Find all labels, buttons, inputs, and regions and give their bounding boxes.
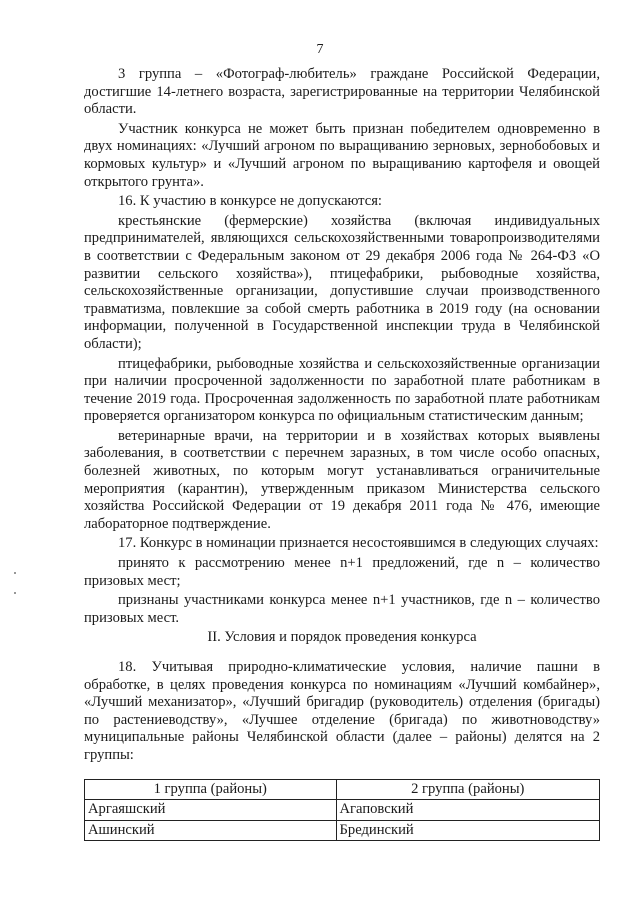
paragraph-16-debt: птицефабрики, рыбоводные хозяйства и сельскохозяйственные организации при наличии просроченной задолженности по заработной плате работникам в течение 2019 года. Просроченная задолженность по заработной плате работникам проверяется организатором конкурса по официальным статистическим данным; — [84, 355, 600, 425]
table-cell: Ашинский — [85, 820, 337, 841]
section-heading: II. Условия и порядок проведения конкурса — [207, 629, 477, 646]
paragraph-17-case-2: признаны участниками конкурса менее n+1 участников, где n – количество призовых мест. — [84, 592, 600, 626]
paragraph-17-title: 17. Конкурс в номинации признается несостоявшимся в следующих случаях: — [118, 535, 599, 552]
table-cell: Брединский — [336, 820, 599, 841]
table-header-group-1: 1 группа (районы) — [85, 779, 337, 800]
paragraph-16-farms: крестьянские (фермерские) хозяйства (включая индивидуальных предпринимателей, являющихся сельскохозяйственными товаропроизводителями в соответствии с Федеральным законом от 29 декабря 2006 года № 264-ФЗ «О развитии сельского хозяйства»), птицефабрики, рыбоводные хозяйства, сельскохозяйственные организации, допустившие случаи производственного травматизма, повлекшие за собой смерть работника в 2019 году (на основании информации, полученной в Государственной инспекции труда в Челябинской области); — [84, 212, 600, 352]
document-body — [84, 66, 600, 841]
table-cell: Агаповский — [336, 800, 599, 821]
paragraph-16-title: 16. К участию в конкурсе не допускаются: — [118, 193, 382, 210]
table-header-row — [85, 779, 600, 800]
table-row — [85, 820, 600, 841]
scan-speck — [14, 572, 16, 574]
page-number: 7 — [316, 42, 324, 57]
district-groups-table — [84, 779, 600, 842]
paragraph-17-case-1: принято к рассмотрению менее n+1 предложений, где n – количество призовых мест; — [84, 555, 600, 589]
table-header-group-2: 2 группа (районы) — [336, 779, 599, 800]
table-cell: Аргаяшский — [85, 800, 337, 821]
table-row — [85, 800, 600, 821]
paragraph-group-3: 3 группа – «Фотограф-любитель» граждане Российской Федерации, достигшие 14-летнего возраста, зарегистрированные на территории Челябинской области. — [84, 66, 600, 118]
paragraph-16-vets: ветеринарные врачи, на территории и в хозяйствах которых выявлены заболевания, в соответствии с перечнем заразных, в том числе особо опасных, болезней животных, по которым могут устанавливаться ограничительные мероприятия (карантин), утвержденным приказом Министерства сельского хозяйства Российской Федерации от 19 декабря 2011 года № 476, имеющие лабораторное подтверждение. — [84, 427, 600, 532]
scan-speck — [14, 592, 16, 594]
paragraph-18: 18. Учитывая природно-климатические условия, наличие пашни в обработке, в целях проведения конкурса по номинациям «Лучший комбайнер», «Лучший механизатор», «Лучший бригадир (руководитель) отделения (бригады) по растениеводству», «Лучшее отделение (бригада) по животноводству» муниципальные районы Челябинской области (далее – районы) делятся на 2 группы: — [84, 659, 600, 763]
paragraph-nomination-restriction: Участник конкурса не может быть признан победителем одновременно в двух номинациях: «Лучший агроном по выращиванию зерновых, зернобобовых и кормовых культур» и «Лучший агроном по выращиванию картофеля и овощей открытого грунта». — [84, 120, 600, 190]
